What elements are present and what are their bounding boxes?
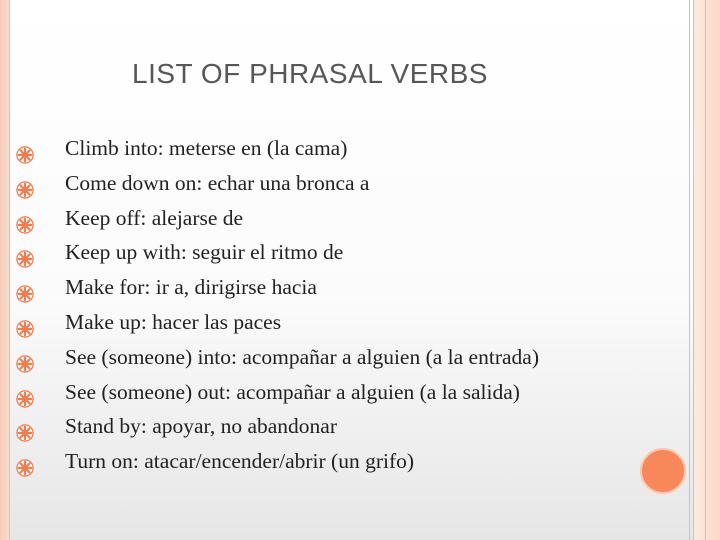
slide-title: LIST OF PHRASAL VERBS xyxy=(132,58,488,89)
list-item-text: Climb into: meterse en (la cama) xyxy=(65,136,348,160)
gear-bullet-icon xyxy=(16,349,34,367)
gear-bullet-icon xyxy=(16,175,34,193)
gear-bullet-icon xyxy=(16,453,34,471)
list-item-text: See (someone) into: acompañar a alguien (a la entrada) xyxy=(65,344,539,369)
gear-bullet-icon xyxy=(16,210,34,228)
right-frame-line xyxy=(689,0,690,540)
left-frame-border xyxy=(0,0,10,540)
gear-bullet-icon xyxy=(16,140,34,158)
decorative-circle xyxy=(640,448,686,494)
list-item-text: See (someone) out: acompañar a alguien (a la salida) xyxy=(65,379,520,404)
right-frame-line xyxy=(705,0,706,540)
list-item-text: Come down on: echar una bronca a xyxy=(65,170,370,195)
list-item-text: Keep up with: seguir el ritmo de xyxy=(65,240,344,265)
gear-bullet-icon xyxy=(16,314,34,332)
list-item-text: Keep off: alejarse de xyxy=(65,205,244,230)
right-frame-band xyxy=(694,0,720,540)
list-item-text: Make for: ir a, dirigirse hacia xyxy=(65,275,317,300)
list-item-text: Stand by: apoyar, no abandonar xyxy=(65,414,337,439)
list-item-text: Turn on: atacar/encender/abrir (un grifo) xyxy=(65,449,415,474)
gear-bullet-icon xyxy=(16,384,34,402)
gear-bullet-icon xyxy=(16,244,34,262)
list-item-text: Make up: hacer las paces xyxy=(65,309,282,334)
gear-bullet-icon xyxy=(16,279,34,297)
gear-bullet-icon xyxy=(16,418,34,436)
